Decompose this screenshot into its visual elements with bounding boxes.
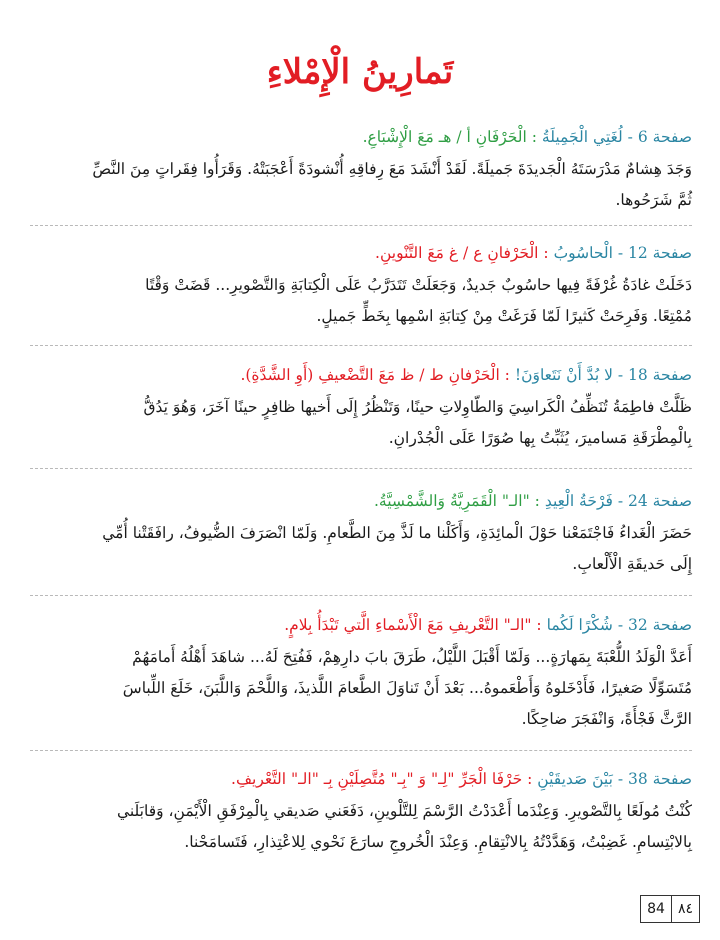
text-line: أَعَدَّ الْوَلَدُ اللُّعْبَةَ بِمَهارَةٍ... وَلَمّا أَقْبَلَ اللَّيْلُ، طَرَقَ بابَ دارِهِمْ، فَفُتِحَ لَهُ... شاهَدَ أَهْلُهُ أَمامَهُمْ [132, 648, 692, 666]
lesson-title: - بَيْنَ صَديقَيْنِ [537, 770, 624, 788]
page-reference: صفحة 12 [628, 244, 692, 262]
exercise-heading [30, 490, 692, 512]
page-number-box [640, 895, 700, 923]
exercise-text [30, 642, 692, 735]
exercise-section [30, 768, 692, 858]
page-reference: صفحة 38 [628, 770, 692, 788]
text-line: إِلَى حَديقَةِ الْأَلْعابِ. [572, 555, 692, 573]
exercise-heading [30, 364, 692, 386]
page-number-western: 84 [641, 896, 672, 922]
exercise-text [30, 392, 692, 454]
lesson-title: - الْحاسُوبُ [553, 244, 624, 262]
text-line: بِالابْتِسامِ. غَضِبْتُ، وَهَدَّدْتُهُ بِالانْتِقامِ. وَعِنْدَ الْخُروجِ سارَعَ نَحْوي لِلاعْتِذارِ، فَتَسامَحْنا. [184, 833, 692, 851]
text-line: دَخَلَتْ غادَةُ غُرْفَةً فِيها حاسُوبٌ جَديدٌ، وَجَعَلَتْ تَتَدَرَّبُ عَلَى الْكِتابَةِ وَالتَّصْويرِ... قَضَتْ وَقْتًا [145, 276, 692, 294]
exercise-section [30, 490, 692, 580]
text-line: بِالْمِطْرَقَةِ مَساميرَ، يُثَبِّتُ بِها صُوَرًا عَلَى الْجُدْرانِ. [388, 429, 692, 447]
text-line: مُتَسَوِّلًا صَغيرًا، فَأَدْخَلوهُ وَأَطْعَموهُ... بَعْدَ أَنْ تَناوَلَ الطَّعامَ اللَّذيذَ، وَاللَّحْمَ وَاللَّبَنَ، خَلَعَ اللِّباسَ [122, 679, 692, 697]
exercise-heading [30, 126, 692, 148]
section-divider [30, 468, 692, 469]
spelling-focus: : "الـ" الْقَمَرِيَّةُ وَالشَّمْسِيَّةُ. [373, 492, 540, 510]
spelling-focus: : "الـ" التَّعْريفِ مَعَ الْأَسْماءِ الَّتي تَبْدَأُ بِلامٍ. [284, 616, 542, 634]
spelling-focus: : الْحَرْفانِ ط / ظ مَعَ التَّضْعيفِ (أَوِ الشَّدَّةِ). [240, 366, 510, 384]
page-title: تَمارِينُ الْإِمْلاءِ [266, 52, 454, 92]
page-reference: صفحة 6 [637, 128, 692, 146]
lesson-title: - فَرْحَةُ الْعِيدِ [544, 492, 624, 510]
exercise-heading [30, 614, 692, 636]
text-line: كُنْتُ مُولَعًا بِالتَّصْويرِ. وَعِنْدَما أَعْدَدْتُ الرَّسْمَ لِلتَّلْوينِ، دَفَعَني صَديقي بِالْمِرْفَقِ الْأَيْمَنِ، وَقابَلَني [116, 802, 692, 820]
exercise-text [30, 270, 692, 332]
page-reference: صفحة 32 [628, 616, 692, 634]
text-line: حَضَرَ الْغَداءُ فَاجْتَمَعْنا حَوْلَ الْمائِدَةِ، وَأَكَلْنا ما لَذَّ مِنَ الطَّعامِ. وَلَمّا انْصَرَفَ الضُّيوفُ، رافَقَتْنا أُمِّي [102, 524, 692, 542]
page-number-arabic: ٨٤ [677, 901, 693, 917]
exercise-section [30, 242, 692, 332]
lesson-title: - لا بُدَّ أَنْ نَتَعاوَنَ! [514, 366, 624, 384]
section-divider [30, 750, 692, 751]
text-line: الرَّثَّ فَجْأَةً، وَانْفَجَرَ ضاحِكًا. [521, 710, 692, 728]
spelling-focus: : الْحَرْفانِ ع / غ مَعَ التَّنْوينِ. [375, 244, 549, 262]
text-line: مُمْتِعًا. وَفَرِحَتْ كَثيرًا لَمّا فَرَغَتْ مِنْ كِتابَةِ اسْمِها بِخَطٍّ جَميلٍ. [316, 307, 692, 325]
page-reference: صفحة 24 [628, 492, 692, 510]
exercise-heading [30, 242, 692, 264]
section-divider [30, 225, 692, 226]
exercise-section [30, 614, 692, 735]
page-reference: صفحة 18 [628, 366, 692, 384]
exercise-text [30, 796, 692, 858]
lesson-title: - شُكْرًا لَكُما [546, 616, 624, 634]
text-line: ظَلَّتْ فاطِمَةُ تُنَظِّفُ الْكَراسِيَ وَالطّاوِلاتِ حينًا، وَتَنْظُرُ إِلَى أَخيها ظافِرٍ حينًا آخَرَ، وَهُوَ يَدُقُّ [143, 398, 692, 416]
exercise-text [30, 154, 692, 216]
exercise-text [30, 518, 692, 580]
spelling-focus: : الْحَرْفَانِ أ / هـ مَعَ الْإِشْبَاعِ. [362, 128, 537, 146]
exercise-heading [30, 768, 692, 790]
lesson-title: - لُغَتِي الْجَمِيلَةُ [541, 128, 633, 146]
section-divider [30, 345, 692, 346]
spelling-focus: : حَرْفَا الْجَرِّ "لِـ" وَ "بِـ" مُتَّصِلَيْنِ بِـ "الـ" التَّعْريفِ. [231, 770, 533, 788]
exercise-section [30, 126, 692, 216]
text-line: وَجَدَ هِشامٌ مَدْرَسَتَهُ الْجَديدَةَ جَميلَةً. لَقَدْ أَنْشَدَ مَعَ رِفاقِهِ أُنْشودَةً أَعْجَبَتْهُ. وَقَرَأُوا فِقَراتٍ مِنَ النَّصِّ [92, 160, 692, 178]
text-line: ثُمَّ شَرَحُوها. [615, 191, 692, 209]
exercise-section [30, 364, 692, 454]
section-divider [30, 595, 692, 596]
